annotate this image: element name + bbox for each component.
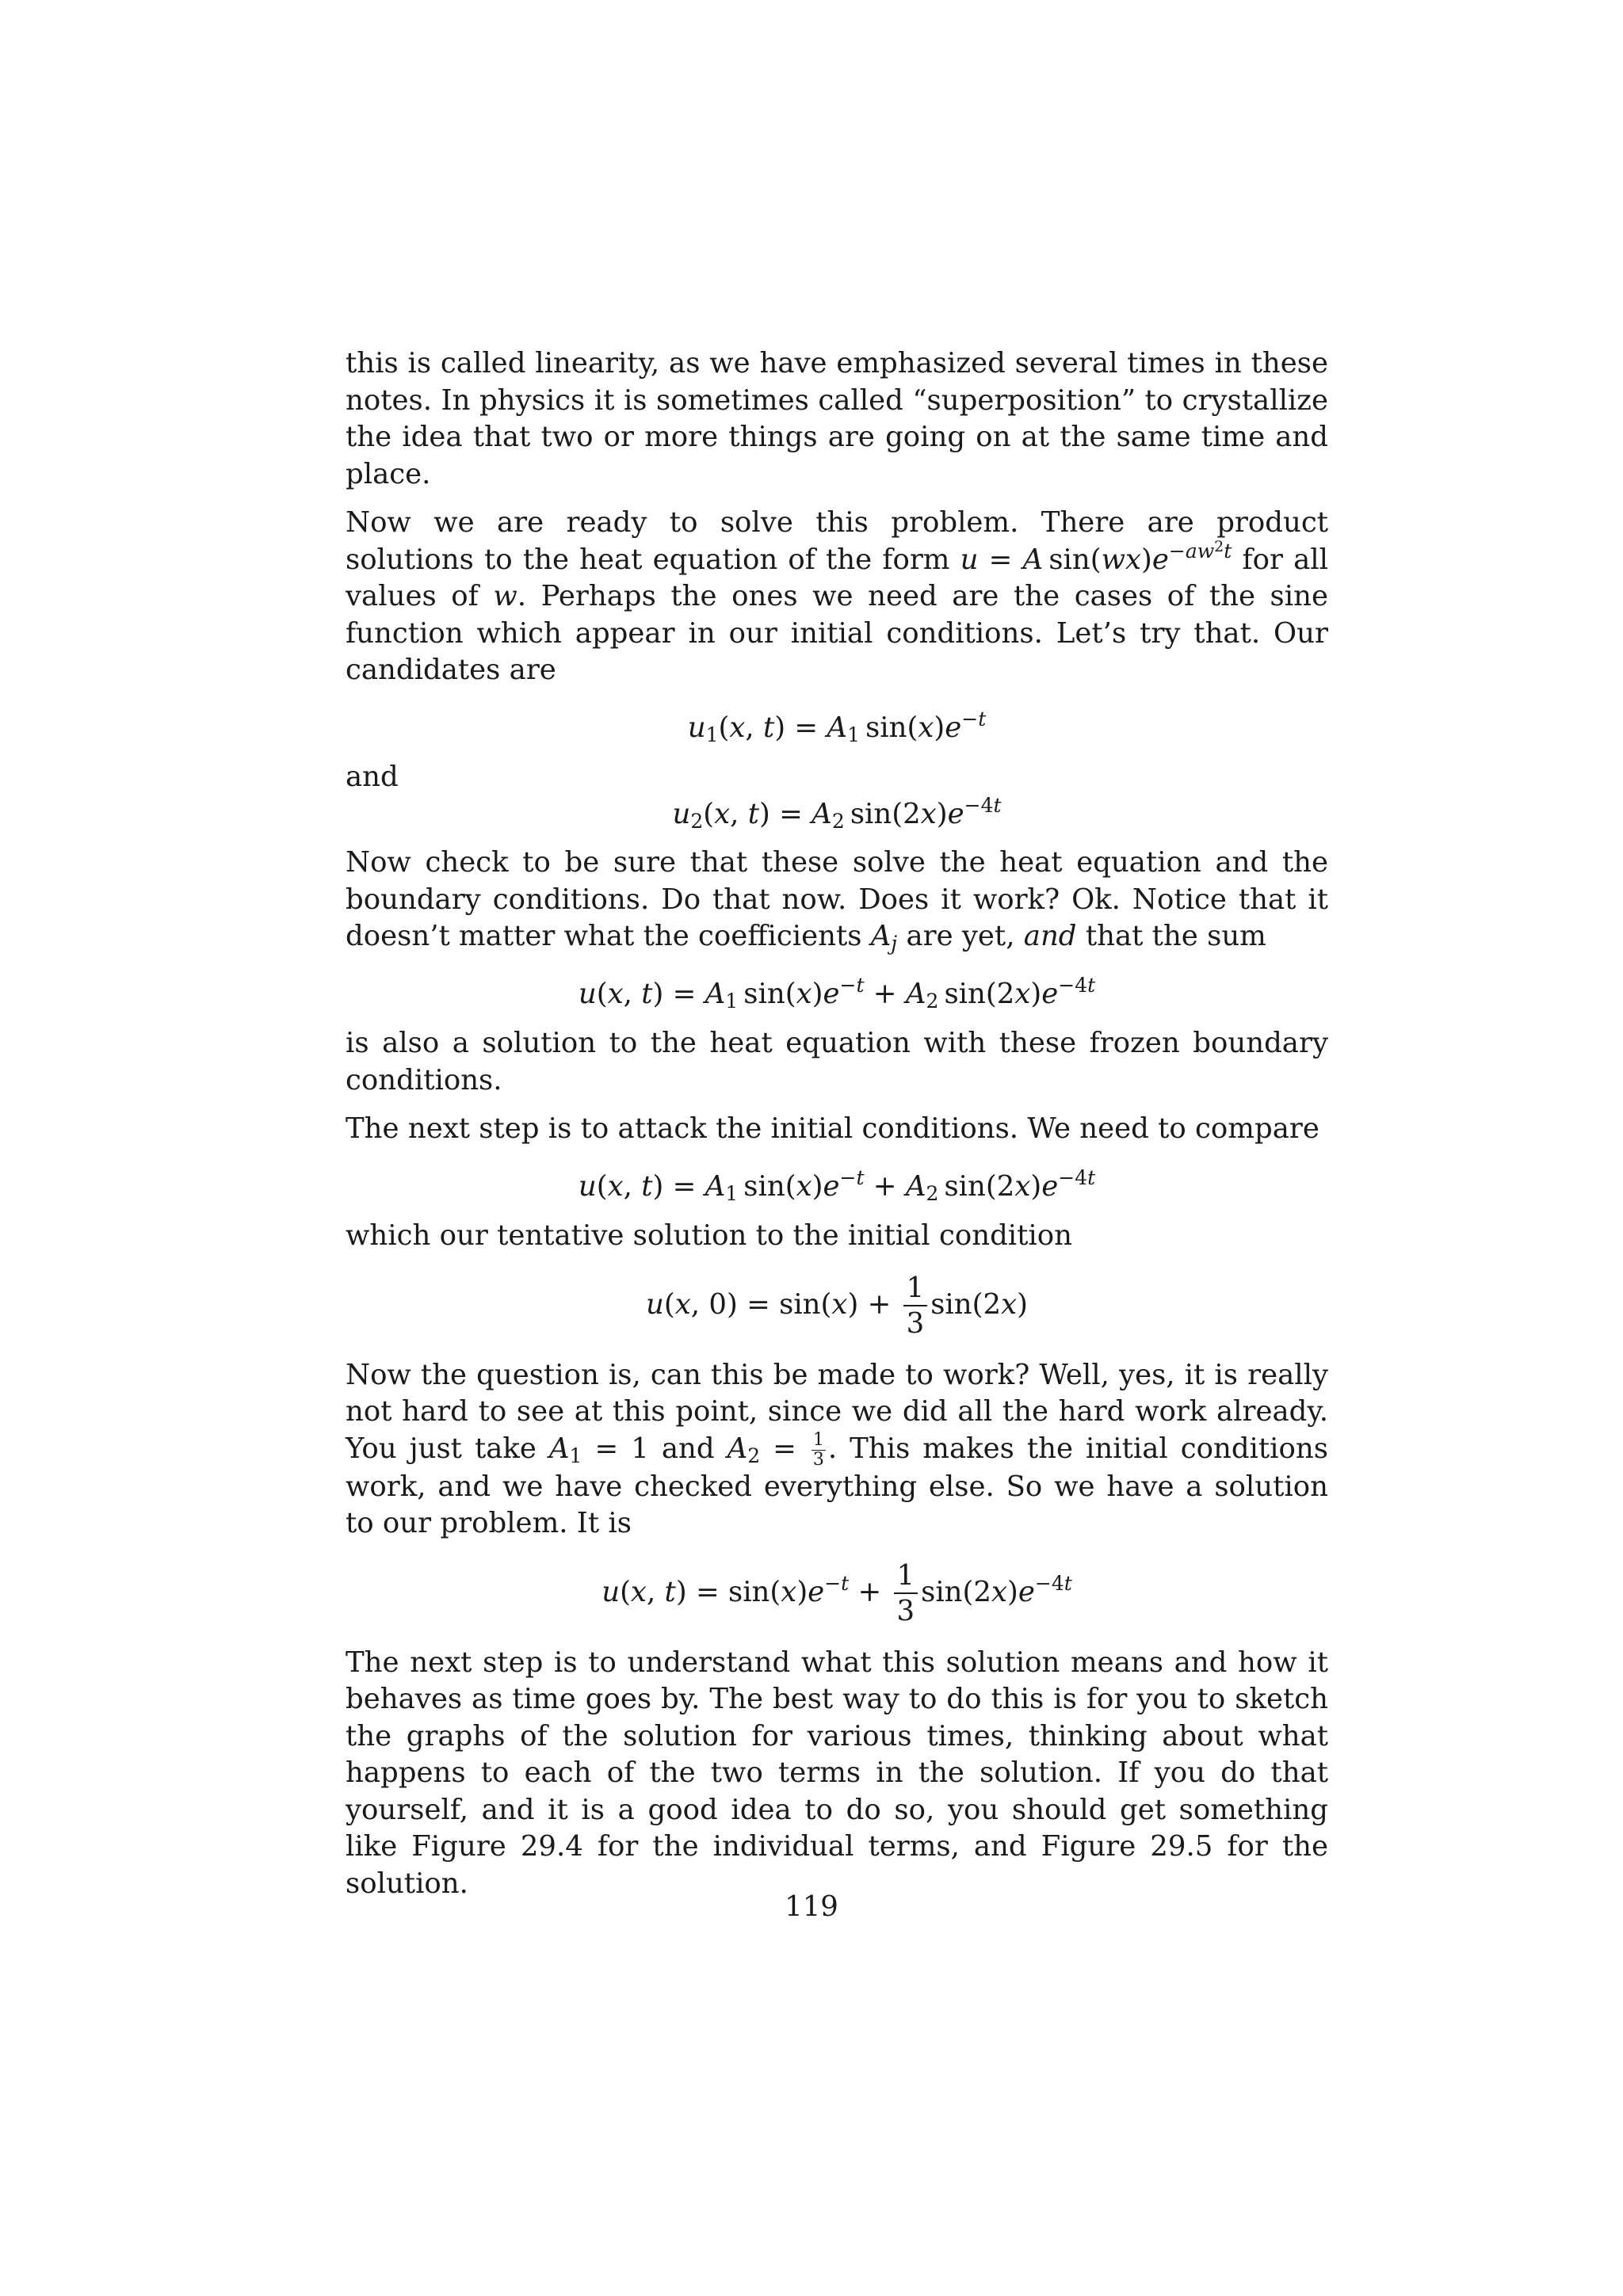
inline-fraction-one-third: $\frac{1}{3}$ [812,1429,824,1470]
paragraph-product-solutions: Now we are ready to solve this problem. There are product solutions to the heat equation of the form u = A $\sin(wx)e^{-aw^2t}$ for all values of w. Perhaps the ones we need are the cases of the sine function which appear in our initial conditions. Let’s try that. Our candidates are [346,506,1329,686]
paragraph-check-solutions: Now check to be sure that these solve the heat equation and the boundary conditions. Do that now. Does it work? Ok. Notice that it doesn’t matter what the coefficients $A_j$ are yet, and that the sum [346,846,1328,955]
page-number: 119 [785,1890,838,1923]
and-label: and [346,761,399,793]
paragraph-linearity: this is called linearity, as we have emphasized several times in these notes. In physics it is sometimes called “superposition” to crystallize the idea that two or more things are going on at the same time and place. [346,347,1328,490]
equation-u2: $u_2(x$, $t) = A_2$ $\sin(2x)e^{-4t}$ [672,794,1002,833]
equation-u1: $u_1(x$, $t) = A_1$ $\sin(x)e^{-t}$ [687,707,987,746]
paragraph-understand: The next step is to understand what this solution means and how it behaves as time goes by. The best way to do this is for you to sketch the graphs of the solution for various times, thinking about what happens to each of the two terms in the solution. If you do that yourself, and it is a good idea to do so, you should get something like Figure 29.4 for the individual terms, and Figure 29.5 for the solution. [346,1646,1328,1900]
equation-initial-condition: u(x, 0) = sin(x) + $\frac{1}{3}$ sin(2x) [646,1271,1028,1340]
fraction-one-third-solution: $\frac{1}{3}$ [894,1562,918,1626]
equation-solution: u(x, $t) = \sin(x)e^{-t}$ + $\frac{1}{3}$ $\sin(2x)e^{-4t}$ [601,1558,1072,1627]
body-text [346,345,1328,1902]
equation-sum: u(x, $t) = A_1$ $\sin(x)e^{-t} + A_2$ $\sin(2x)e^{-4t}$ [578,973,1096,1013]
fraction-one-third: $\frac{1}{3}$ [903,1274,928,1338]
and-row [346,759,1328,833]
paragraph-question: Now the question is, can this be made to work? Well, yes, it is really not hard to see at this point, since we did all the hard work already. You just take $A_1 = 1$ and $A_2$ = $\frac{1}{3}$ . This makes the initial conditions work, and we have checked everything else. So we have a solution to our problem. It is [346,1358,1328,1539]
paragraph-next-step: The next step is to attack the initial conditions. We need to compare [346,1112,1319,1145]
paragraph-also-solution: is also a solution to the heat equation with these frozen boundary conditions. [346,1027,1328,1097]
equation-compare: u(x, $t) = A_1$ $\sin(x)e^{-t} + A_2$ $\sin(2x)e^{-4t}$ [578,1165,1096,1205]
paragraph-tentative: which our tentative solution to the initial condition [346,1219,1073,1252]
